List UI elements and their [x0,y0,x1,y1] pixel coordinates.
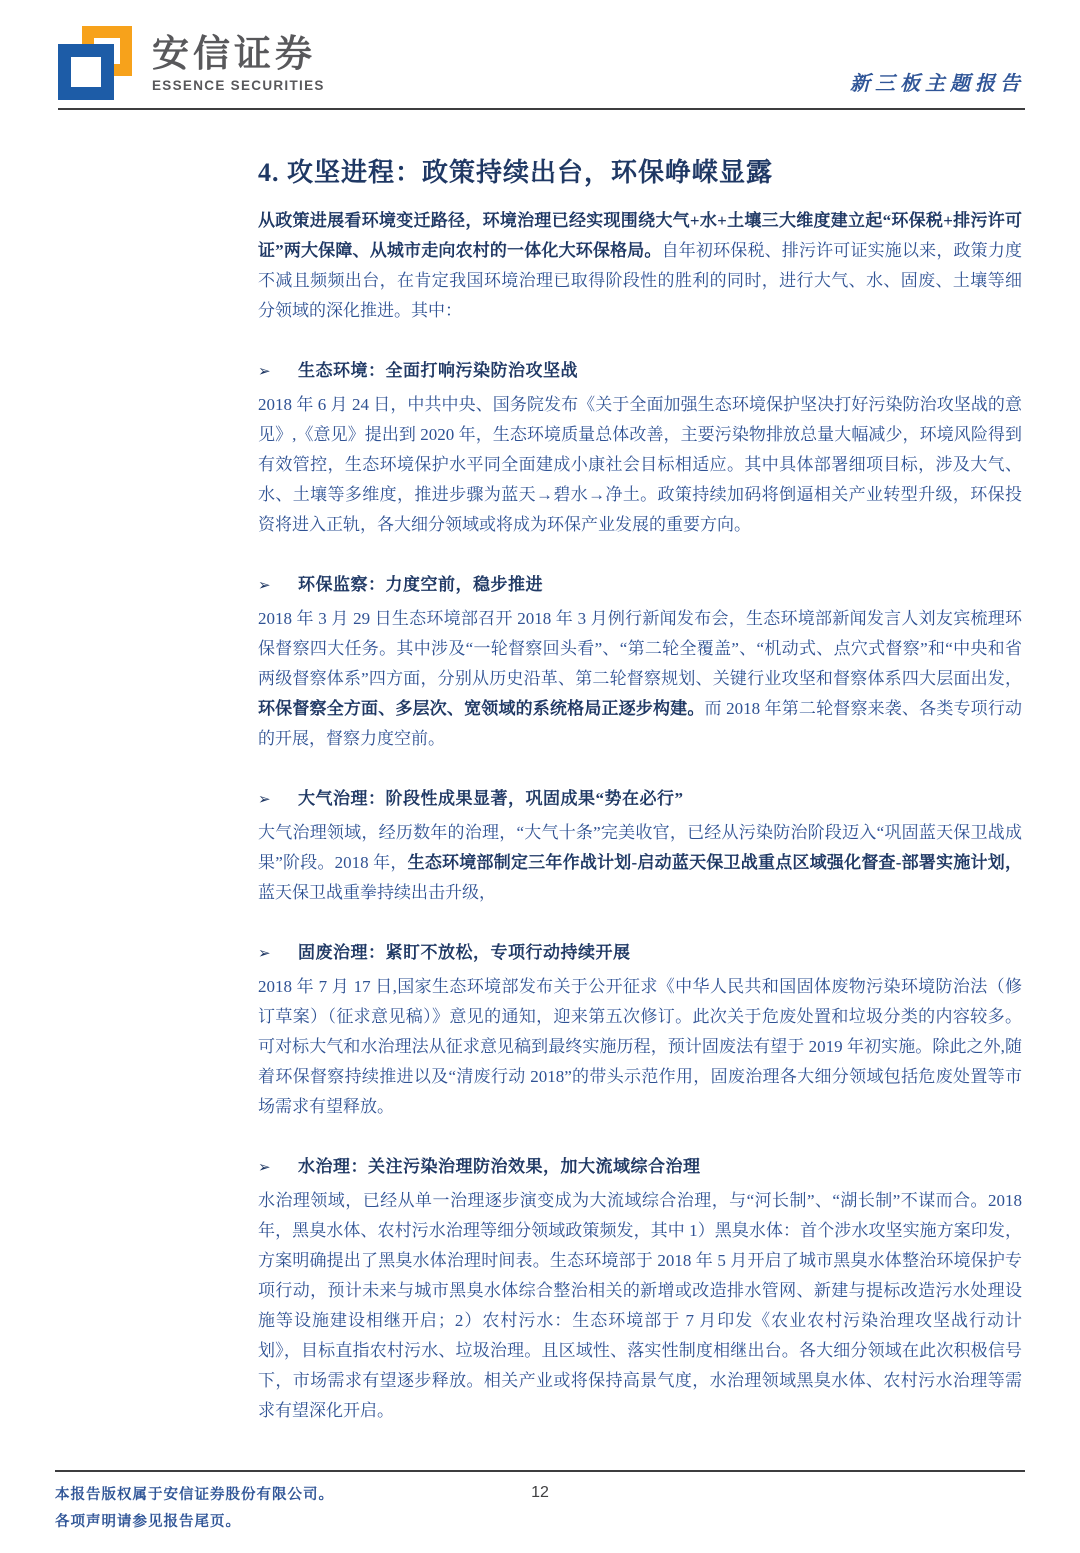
section-body [258,604,1022,754]
section-heading-row [258,784,1022,814]
section-title: 水治理：关注污染治理防治效果，加大流域综合治理 [298,1156,701,1176]
arrow-bullet-icon: ➢ [258,943,271,962]
section-title: 固废治理：紧盯不放松，专项行动持续开展 [298,942,631,962]
logo-cube-icon [58,26,136,100]
text-run: 而 2018 年第二轮督察来袭、各类专项行动的开展，督察力度空前。 [258,698,1023,748]
logo-name-cn: 安信证券 [152,33,316,75]
section-title: 大气治理：阶段性成果显著，巩固成果“势在必行” [298,788,684,808]
section-body [258,972,1022,1122]
arrow-bullet-icon: ➢ [258,575,271,594]
report-section [258,938,1022,1122]
report-section [258,570,1022,754]
logo-text [152,33,325,93]
text-run: 从政策进展看环境变迁路径，环境治理已经实现围绕大气+水+土壤三大维度建立起“环保税+排污许可证”两大保障、从城市走向农村的一体化大环保格局。 [258,210,1022,260]
report-body [258,156,1022,1426]
report-section [258,1152,1022,1426]
page-number: 12 [531,1484,549,1501]
text-run: 环保督察全方面、多层次、宽领域的系统格局正逐步构建。 [258,698,705,718]
section-heading-row [258,938,1022,968]
logo-name-en: ESSENCE SECURITIES [152,77,325,93]
arrow-bullet-icon: ➢ [258,1157,271,1176]
text-run: 2018 年 6 月 24 日，中共中央、国务院发布《关于全面加强生态环境保护坚决打好污染防治攻坚战的意见》,《意见》提出到 2020 年，生态环境质量总体改善，主要污染物排放总量大幅减少，环境风险得到有效管控，生态环境保护水平同全面建成小康社会目标相适应。其中具体部署细项目标，涉及大气、水、土壤等多维度，推进步骤为蓝天→碧水→净土。政策持续加码将倒逼相关产业转型升级，环保投资将进入正轨，各大细分领域或将成为环保产业发展的重要方向。 [258,394,1022,534]
section-body [258,390,1022,540]
sections [258,356,1022,1426]
report-type-label: 新三板主题报告 [850,73,1025,95]
section-body [258,1186,1022,1426]
arrow-bullet-icon: ➢ [258,789,271,808]
report-section [258,356,1022,540]
report-header [58,26,1025,110]
section-title: 生态环境：全面打响污染防治攻坚战 [298,360,578,380]
logo-blue-square [58,44,114,100]
text-run: 大气治理领域，经历数年的治理，“大气十条”完美收官，已经从污染防治阶段迈入“巩固蓝天保卫战成果”阶段。2018 年， [258,822,1022,872]
text-run: 自年初环保税、排污许可证实施以来，政策力度不减且频频出台，在肯定我国环境治理已取得阶段性的胜利的同时，进行大气、水、固废、土壤等细分领域的深化推进。其中： [258,240,1023,320]
text-run: 蓝天保卫战重拳持续出击升级， [258,882,496,902]
text-run: 2018 年 3 月 29 日生态环境部召开 2018 年 3 月例行新闻发布会，生态环境部新闻发言人刘友宾梳理环保督察四大任务。其中涉及“一轮督察回头看”、“第二轮全覆盖”、“机动式、点穴式督察”和“中央和省两级督察体系”四方面，分别从历史沿革、第二轮督察规划、关键行业攻坚和督察体系四大层面出发， [258,608,1022,688]
copyright-line-1: 本报告版权属于安信证券股份有限公司。 [55,1487,334,1503]
intro-paragraph [258,206,1022,326]
section-body [258,818,1022,908]
essence-securities-logo [58,26,325,100]
section-heading-row [258,356,1022,386]
arrow-bullet-icon: ➢ [258,361,271,380]
report-section [258,784,1022,908]
section-title: 环保监察：力度空前，稳步推进 [298,574,543,594]
section-heading-row [258,570,1022,600]
text-run: 2018 年 7 月 17 日,国家生态环境部发布关于公开征求《中华人民共和国固体废物污染环境防治法（修订草案）（征求意见稿）》意见的通知，迎来第五次修订。此次关于危废处置和垃圾分类的内容较多。可对标大气和水治理法从征求意见稿到最终实施历程，预计固废法有望于 2019 年初实施。除此之外,随着环保督察持续推进以及“清废行动 2018”的带头示范作用，固废治理各大细分领域包括危废处置等市场需求有望释放。 [258,976,1022,1116]
page-title: 4. 攻坚进程：政策持续出台，环保峥嵘显露 [258,158,774,187]
copyright-line-2: 各项声明请参见报告尾页。 [55,1514,241,1530]
text-run: 生态环境部制定三年作战计划-启动蓝天保卫战重点区域强化督查-部署实施计划， [407,852,1022,872]
section-heading-row [258,1152,1022,1182]
report-footer [55,1470,1025,1536]
text-run: 水治理领域，已经从单一治理逐步演变成为大流域综合治理，与“河长制”、“湖长制”不谋而合。2018 年，黑臭水体、农村污水治理等细分领域政策频发，其中 1）黑臭水体：首个涉水攻坚实施方案印发，方案明确提出了黑臭水体治理时间表。生态环境部于 2018 年 5 月开启了城市黑臭水体整治环境保护专项行动，预计未来与城市黑臭水体综合整治相关的新增或改造排水管网、新建与提标改造污水处理设施等设施建设相继开启；2）农村污水：生态环境部于 7 月印发《农业农村污染治理攻坚战行动计划》，目标直指农村污水、垃圾治理。且区域性、落实性制度相继出台。各大细分领域在此次积极信号下，市场需求有望逐步释放。相关产业或将保持高景气度，水治理领域黑臭水体、农村污水治理等需求有望深化开启。 [258,1190,1022,1420]
